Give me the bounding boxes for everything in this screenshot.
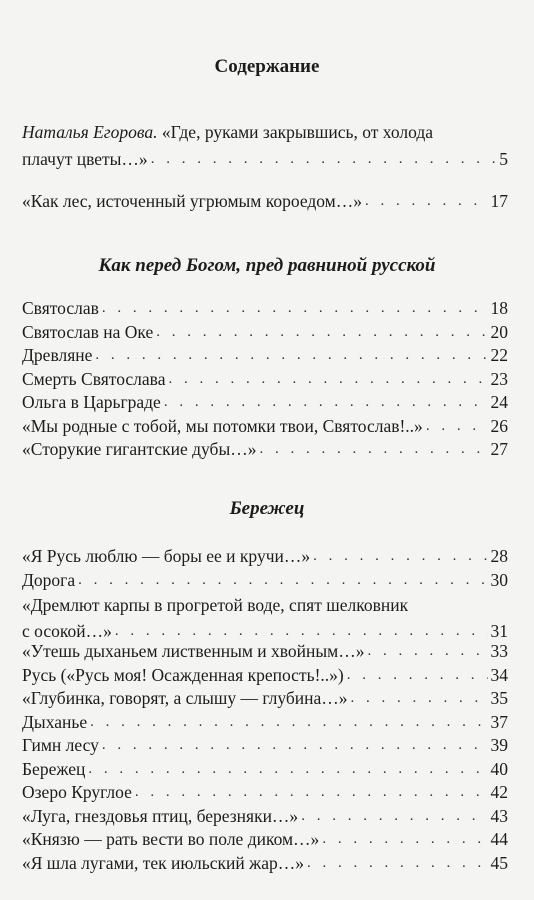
toc-entry xyxy=(22,805,508,829)
leader-dots xyxy=(151,148,497,172)
toc-entry xyxy=(22,368,508,392)
section2-entries-a xyxy=(22,545,508,592)
leader-dots xyxy=(135,781,488,805)
toc-entry xyxy=(22,664,508,688)
intro-line2 xyxy=(22,148,508,172)
toc-entry xyxy=(22,734,508,758)
leader-dots xyxy=(365,190,488,214)
intro-title-part1: «Где, руками закрывшись, от холода xyxy=(157,122,433,142)
toc-entry xyxy=(22,781,508,805)
toc-entry xyxy=(22,297,508,321)
leader-dots xyxy=(102,297,488,321)
leader-dots xyxy=(347,664,488,688)
page-number: 35 xyxy=(490,688,508,708)
entry-title: «Как лес, источенный угрюмым короедом…» xyxy=(22,191,362,211)
entry-title: Бережец xyxy=(22,758,86,779)
page-number: 30 xyxy=(490,569,508,590)
leader-dots xyxy=(367,640,487,664)
leader-dots xyxy=(164,391,488,415)
entry-title: «Утешь дыханьем лиственным и хвойным…» xyxy=(22,641,365,661)
leader-dots xyxy=(78,569,487,593)
section2-entries-b xyxy=(22,640,508,875)
entry-title: «Мы родные с тобой, мы потомки твои, Святослав!..» xyxy=(22,415,423,436)
page-number: 28 xyxy=(490,546,508,566)
leader-dots xyxy=(322,828,487,852)
intro-author: Наталья Егорова. xyxy=(22,122,158,142)
entry-title: Святослав xyxy=(22,298,99,318)
entry-title: Гимн лесу xyxy=(22,735,99,755)
toc-entry xyxy=(22,852,508,876)
leader-dots xyxy=(156,321,487,345)
section1-entries xyxy=(22,297,508,462)
leader-dots xyxy=(90,711,487,735)
page-number: 18 xyxy=(490,298,508,318)
page-number: 24 xyxy=(490,392,508,412)
entry-title: Святослав на Оке xyxy=(22,321,154,342)
toc-entry xyxy=(22,545,508,569)
intro-line1 xyxy=(22,121,508,145)
toc-entry xyxy=(22,415,508,439)
wrapped-entry xyxy=(22,594,508,643)
page-number: 44 xyxy=(490,829,508,849)
leader-dots xyxy=(259,438,487,462)
entry-title: Смерть Святослава xyxy=(22,368,166,389)
entry-title: «Я шла лугами, тек июльский жар…» xyxy=(22,852,305,873)
leader-dots xyxy=(426,415,488,439)
lone-entry-block xyxy=(22,190,508,214)
entry-title: с осокой…» xyxy=(22,620,112,641)
page-number: 5 xyxy=(499,148,508,169)
toc-entry xyxy=(22,321,508,345)
entry-title: Дорога xyxy=(22,569,76,590)
page-number: 26 xyxy=(490,415,508,436)
section-title: Бережец xyxy=(229,498,305,519)
leader-dots xyxy=(351,687,488,711)
toc-entry xyxy=(22,344,508,368)
wrapped-line1: «Дремлют карпы в прогретой воде, спят шелковник xyxy=(22,595,409,615)
leader-dots xyxy=(313,545,487,569)
toc-entry xyxy=(22,391,508,415)
leader-dots xyxy=(102,734,488,758)
entry-title: Русь («Русь моя! Осажденная крепость!..») xyxy=(22,664,344,685)
toc-entry xyxy=(22,640,508,664)
toc-entry xyxy=(22,711,508,735)
intro-title-part2: плачут цветы…» xyxy=(22,148,148,169)
page-number: 22 xyxy=(490,345,508,365)
toc-entry xyxy=(22,438,508,462)
contents-title: Содержание xyxy=(214,56,320,77)
page-number: 43 xyxy=(490,805,508,826)
entry-title: «Я Русь люблю — боры ее и кручи…» xyxy=(22,546,311,566)
leader-dots xyxy=(95,344,487,368)
page-number: 42 xyxy=(490,782,508,802)
leader-dots xyxy=(307,852,487,876)
page-number: 34 xyxy=(490,664,508,685)
entry-title: «Князю — рать вести во поле диком…» xyxy=(22,829,320,849)
page-number: 27 xyxy=(490,439,508,459)
entry-title: «Луга, гнездовья птиц, березняки…» xyxy=(22,805,299,826)
page-number: 39 xyxy=(490,735,508,755)
leader-dots xyxy=(301,805,487,829)
entry-title: «Сторукие гигантские дубы…» xyxy=(22,439,257,459)
entry-title: Древляне xyxy=(22,345,93,365)
page-number: 17 xyxy=(490,191,508,211)
toc-entry xyxy=(22,190,508,214)
entry-title: Ольга в Царьграде xyxy=(22,392,161,412)
toc-entry xyxy=(22,569,508,593)
section-title: Как перед Богом, пред равниной русской xyxy=(98,255,436,276)
page-number: 45 xyxy=(490,852,508,873)
page-number: 40 xyxy=(490,758,508,779)
page-number: 37 xyxy=(490,711,508,732)
page-number: 20 xyxy=(490,321,508,342)
entry-title: Озеро Круглое xyxy=(22,782,132,802)
entry-title: Дыханье xyxy=(22,711,88,732)
toc-entry xyxy=(22,828,508,852)
toc-entry xyxy=(22,687,508,711)
intro-entry xyxy=(22,121,508,171)
page-number: 33 xyxy=(490,641,508,661)
leader-dots xyxy=(168,368,487,392)
entry-title: «Глубинка, говорят, а слышу — глубина…» xyxy=(22,688,348,708)
page-number: 23 xyxy=(490,368,508,389)
toc-entry xyxy=(22,758,508,782)
page-number: 31 xyxy=(490,620,508,641)
leader-dots xyxy=(88,758,487,782)
